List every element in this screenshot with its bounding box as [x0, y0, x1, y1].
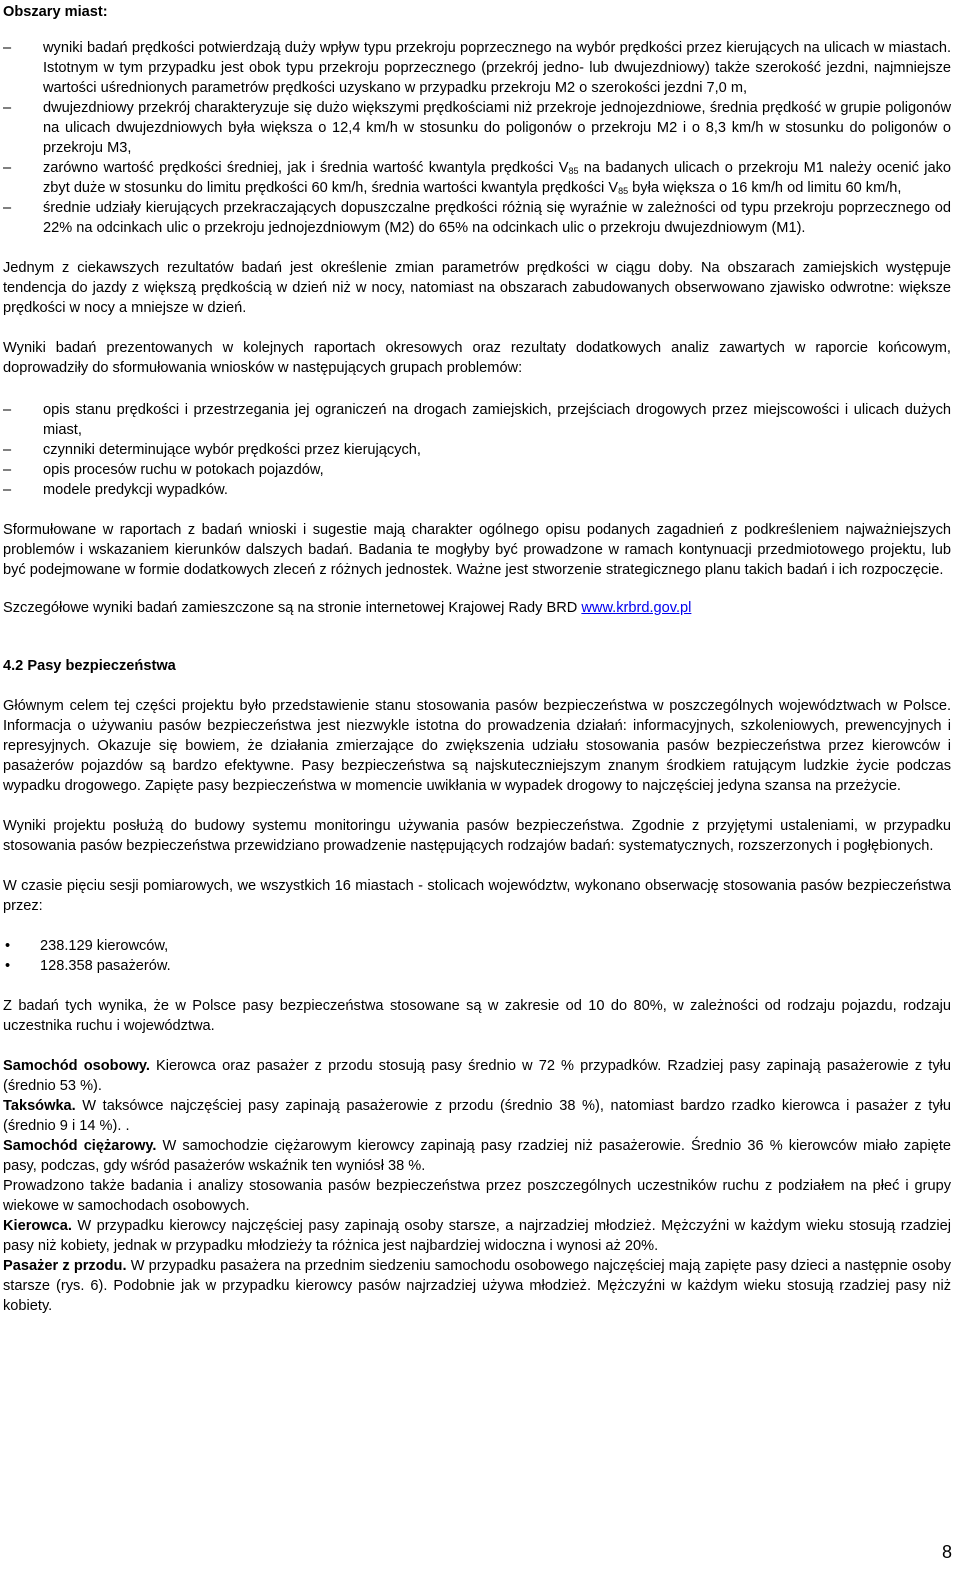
paragraph: Samochód osobowy. Kierowca oraz pasażer z przodu stosują pasy średnio w 72 % przypadków. Rzadziej pasy zapinają pasażerowie z tyłu (średnio 53 %). — [3, 1058, 951, 1094]
list-item: – zarówno wartość prędkości średniej, jak i średnia wartość kwantyla prędkości $V_{85}$ na badanych ulicach o przekroju M1 należy ocenić jako zbyt duże w stosunku do limitu prędkości 60 km/h, średnia wartości kwantyla prędkości $V_{85}$ była większa o 16 km/h od limitu 60 km/h, — [3, 160, 952, 196]
list-item: • 128.358 pasażerów. — [5, 958, 171, 974]
observation-counts-list — [3, 936, 951, 976]
list-item: – modele predykcji wypadków. — [3, 482, 228, 498]
dash-bullet: – — [3, 200, 12, 216]
dash-bullet: – — [3, 462, 12, 478]
dash-bullet: – — [3, 442, 12, 458]
dash-bullet: – — [3, 402, 12, 418]
dash-bullet: – — [3, 482, 12, 498]
list-item: – opis procesów ruchu w potokach pojazdów, — [3, 462, 324, 478]
krbrd-link[interactable]: www.krbrd.gov.pl — [581, 600, 692, 616]
paragraph: Taksówka. W taksówce najczęściej pasy zapinają pasażerowie z przodu (średnio 38 %), natomiast bardzo rzadko kierowca i pasażer z tyłu (średnio 9 i 14 %). . — [3, 1098, 951, 1134]
paragraph: Wyniki projektu posłużą do budowy systemu monitoringu używania pasów bezpieczeństwa. Zgodnie z przyjętymi ustaleniami, w przypadku stosowania pasów bezpieczeństwa przewidziano prowadzenie następujących rodzajów badań: systematycznych, rozszerzonych i pogłębionych. — [3, 818, 951, 854]
list-item: – dwujezdniowy przekrój charakteryzuje się dużo większymi prędkościami niż przekroje jednojezdniowe, średnia prędkość w grupie poligonów na ulicach dwujezdniowych była większa o 12,4 km/h w stosunku do poligonów o przekroju M2 i o 8,3 km/h w stosunku do poligonów o przekroju M3, — [3, 100, 951, 156]
list-item: – wyniki badań prędkości potwierdzają duży wpływ typu przekroju poprzecznego na wybór prędkości przez kierujących na ulicach w miastach. Istotnym w tym przypadku jest obok typu przekroju poprzecznego (przekrój jedno- lub dwujezdniowy) także szerokość jezdni, najmniejsze wartości uśrednionych parametrów prędkości uzyskano w przypadku przekroju M2 o szerokości jezdni 7,0 m, — [3, 40, 951, 96]
dot-bullet: • — [5, 938, 11, 954]
paragraph: W czasie pięciu sesji pomiarowych, we wszystkich 16 miastach - stolicach województw, wykonano obserwację stosowania pasów bezpieczeństwa przez: — [3, 878, 951, 914]
dot-bullet: • — [5, 958, 11, 974]
paragraph: Jednym z ciekawszych rezultatów badań jest określenie zmian parametrów prędkości w ciągu doby. Na obszarach zamiejskich występuje tendencja do jazdy z większą prędkością w dzień niż w nocy, natomiast na obszarach zabudowanych obserwowano zjawisko odwrotne: większe prędkości w nocy a mniejsze w dzień. — [3, 260, 951, 316]
dash-bullet: – — [3, 160, 12, 176]
paragraph: Kierowca. W przypadku kierowcy najczęściej pasy zapinają osoby starsze, a najrzadziej młodzież. Mężczyźni w każdym wieku stosują rzadziej pasy niż kobiety, jednak w przypadku młodzieży ta różnica jest najbardziej widoczna i wynosi aż 20%. — [3, 1218, 951, 1254]
paragraph: Prowadzono także badania i analizy stosowania pasów bezpieczeństwa przez poszczególnych uczestników ruchu z podziałem na płeć i grupy wiekowe w samochodach osobowych. — [3, 1178, 951, 1214]
paragraph: Samochód ciężarowy. W samochodzie ciężarowym kierowcy zapinają pasy rzadziej niż pasażerowie. Średnio 36 % kierowców miało zapięte pasy, podczas, gdy wśród pasażerów wskaźnik ten wyniósł 38 %. — [3, 1138, 951, 1174]
section-heading: 4.2 Pasy bezpieczeństwa — [3, 658, 176, 674]
document-page — [3, 0, 951, 1316]
findings-list — [3, 38, 951, 238]
paragraph: Szczegółowe wyniki badań zamieszczone są na stronie internetowej Krajowej Rady BRD www.krbrd.gov.pl — [3, 600, 692, 616]
list-item: • 238.129 kierowców, — [5, 938, 169, 954]
list-item: – opis stanu prędkości i przestrzegania jej ograniczeń na drogach zamiejskich, przejściach drogowych przez miejscowości i ulicach dużych miast, — [3, 402, 951, 438]
paragraph: Z badań tych wynika, że w Polsce pasy bezpieczeństwa stosowane są w zakresie od 10 do 80%, w zależności od rodzaju pojazdu, rodzaju uczestnika ruchu i województwa. — [3, 998, 951, 1034]
list-item: – czynniki determinujące wybór prędkości przez kierujących, — [3, 442, 421, 458]
page-number: 8 — [941, 1542, 952, 1562]
paragraph: Pasażer z przodu. W przypadku pasażera na przednim siedzeniu samochodu osobowego najczęściej mają zapięte pasy dzieci a następnie osoby starsze (rys. 6). Podobnie jak w przypadku kierowcy pasów najrzadziej używa młodzież. Mężczyźni w każdym wieku stosują rzadziej pasy niż kobiety. — [3, 1258, 951, 1314]
paragraph: Głównym celem tej części projektu było przedstawienie stanu stosowania pasów bezpieczeństwa w poszczególnych województwach w Polsce. Informacja o używaniu pasów bezpieczeństwa jest niezwykle istotna do prowadzenia działań: informacyjnych, szkoleniowych, prewencyjnych i represyjnych. Okazuje się bowiem, że działania zmierzające do zwiększenia udziału stosowania pasów bezpieczeństwa przez kierowców i pasażerów pojazdów są bardzo efektywne. Pasy bezpieczeństwa są najskuteczniejszym znanym środkiem ratującym ludzkie życie podczas wypadku drogowego. Zapięte pasy bezpieczeństwa w momencie uwikłania w wypadek drogowy to najczęściej jedyna szansa na przeżycie. — [3, 698, 951, 794]
paragraph: Wyniki badań prezentowanych w kolejnych raportach okresowych oraz rezultaty dodatkowych analiz zawartych w raporcie końcowym, doprowadziły do sformułowania wniosków w następujących grupach problemów: — [3, 340, 951, 376]
problem-groups-list — [3, 400, 951, 500]
dash-bullet: – — [3, 40, 12, 56]
paragraph: Sformułowane w raportach z badań wnioski i sugestie mają charakter ogólnego opisu podanych zagadnień z podkreśleniem najważniejszych problemów i wskazaniem kierunków dalszych badań. Badania te mogłyby być prowadzone w ramach kontynuacji przedmiotowego projektu, lub być podejmowane w formie dodatkowych zleceń z różnych jednostek. Ważne jest stworzenie strategicznego planu takich badań i ich rozpoczęcie. — [3, 522, 951, 578]
section-title: Obszary miast: — [3, 4, 108, 20]
dash-bullet: – — [3, 100, 12, 116]
list-item: – średnie udziały kierujących przekraczających dopuszczalne prędkości różnią się wyraźnie w zależności od typu przekroju poprzecznego od 22% na odcinkach ulic o przekroju jednojezdniowym (M2) do 65% na odcinkach ulic o przekroju dwujezdniowym (M1). — [3, 200, 951, 236]
